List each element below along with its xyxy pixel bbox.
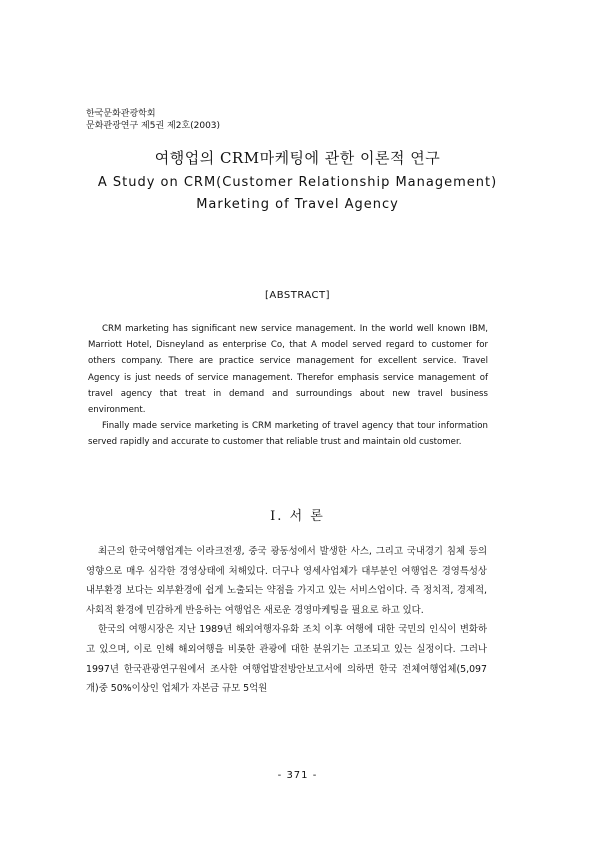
journal-info <box>86 108 220 132</box>
journal-society: 한국문화관광학회 <box>86 109 156 119</box>
paper-title-korean: 여행업의 CRM마케팅에 관한 이론적 연구 <box>154 149 441 167</box>
section-heading-introduction: Ⅰ. 서 론 <box>270 509 325 524</box>
page-number: - 371 - <box>277 770 318 781</box>
body-paragraph: 한국의 여행시장은 지난 1989년 해외여행자유화 조치 이후 여행에 대한 국민의 인식이 변화하고 있으며, 이로 인해 해외여행을 비롯한 관광에 대한 분위기는 고조되고 있는 실정이다. 그러나 1997년 한국관광연구원에서 조사한 여행업발전방안보고서에 의하면 한국 전체여행업체(5,097개)중 50%이상인 업체가 자본금 규모 5억원 <box>86 624 487 695</box>
paper-title-english-line2: Marketing of Travel Agency <box>196 197 399 212</box>
body-paragraph: 최근의 한국여행업계는 이라크전쟁, 중국 광동성에서 발생한 사스, 그리고 국내경기 침체 등의 영향으로 매우 심각한 경영상태에 처해있다. 더구나 영세사업체가 대부분인 여행업은 경영특성상 내부환경 보다는 외부환경에 쉽게 노출되는 약점을 가지고 있는 서비스업이다. 즉 정치적, 경제적, 사회적 환경에 민감하게 반응하는 여행업은 새로운 경영마케팅을 필요로 하고 있다. <box>86 546 487 616</box>
paper-title-english-line1: A Study on CRM(Customer Relationship Management) <box>97 175 498 190</box>
abstract-text <box>88 321 488 451</box>
title-block <box>0 148 595 216</box>
body-text <box>86 542 487 699</box>
abstract-paragraph: Finally made service marketing is CRM marketing of travel agency that tour information served rapidly and accurate to customer that reliable trust and maintain old customer. <box>88 421 488 448</box>
paper-title-english <box>0 172 595 216</box>
abstract-paragraph: CRM marketing has significant new service management. In the world well known IBM, Marriott Hotel, Disneyland as enterprise Co, that A model served regard to customer for others company. There are practice service management for excellent service. Travel Agency is just needs of service management. Therefor emphasis service management of travel agency that treat in demand and surroundings about new travel business environment. <box>88 324 488 416</box>
abstract-heading: [ABSTRACT] <box>264 290 331 301</box>
journal-issue: 문화관광연구 제5권 제2호(2003) <box>86 121 221 131</box>
